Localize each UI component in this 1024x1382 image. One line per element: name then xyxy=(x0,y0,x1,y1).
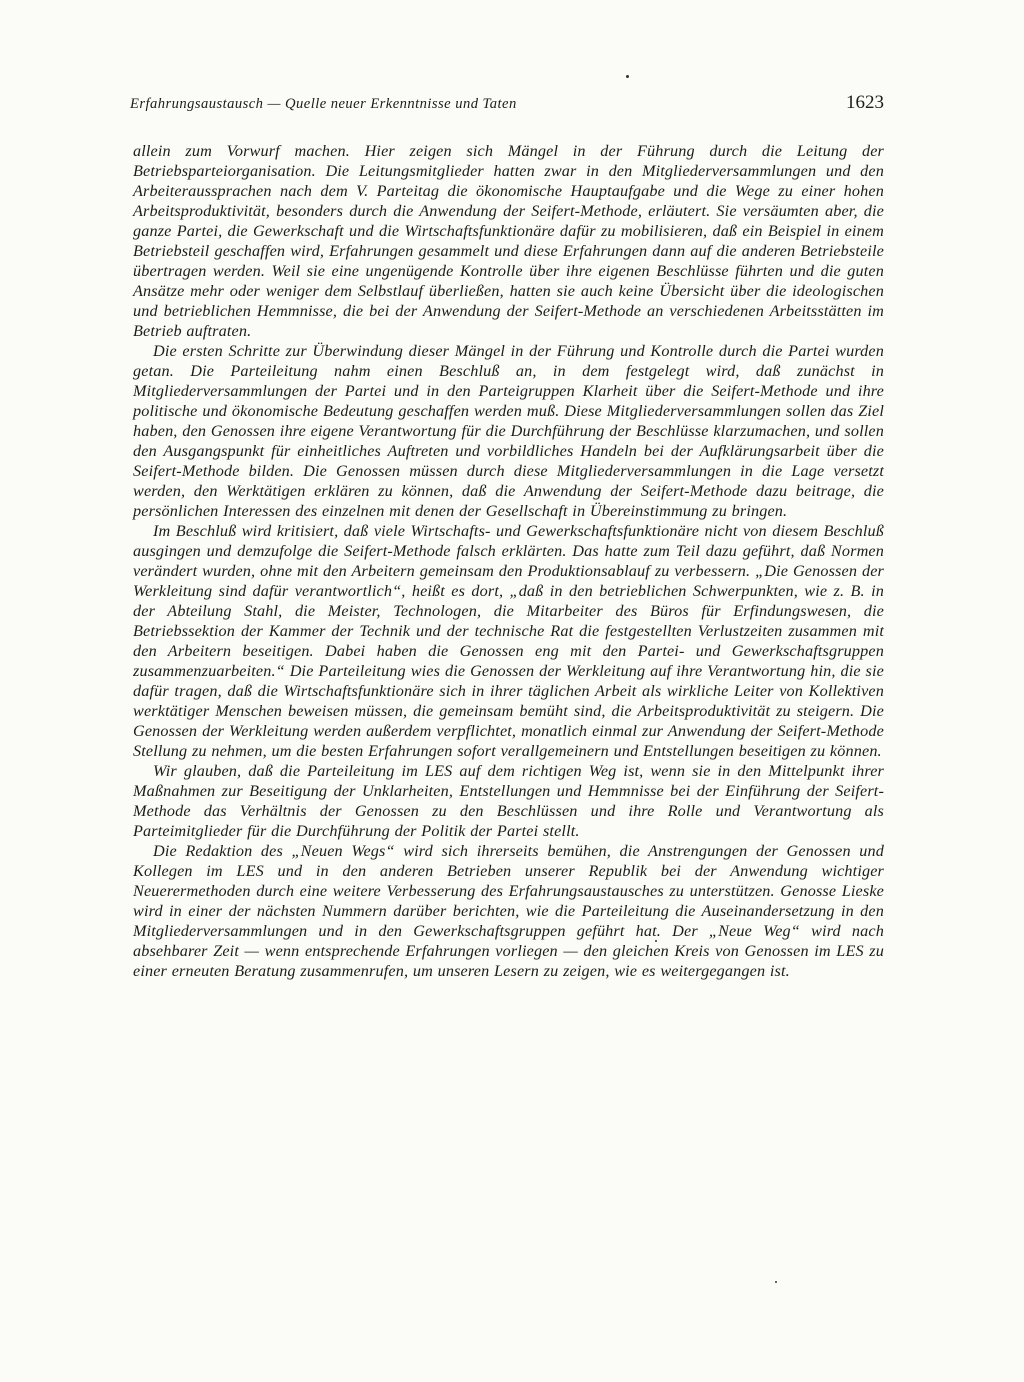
print-speck xyxy=(775,1281,777,1283)
paragraph: allein zum Vorwurf machen. Hier zeigen sich Mängel in der Führung durch die Leitung der Betriebsparteiorganisation. Die Leitungsmitglieder hatten zwar in den Mitgliederversammlungen und den Arbeiteraussprachen nach dem V. Parteitag die ökonomische Hauptaufgabe und die Wege zu einer hohen Arbeitsproduktivität, besonders durch die Anwendung der Seifert-Methode, erläutert. Sie versäumten aber, die ganze Partei, die Gewerkschaft und die Wirtschaftsfunktionäre dafür zu mobilisieren, daß ein Beispiel in einem Betriebsteil geschaffen wird, Erfahrungen gesammelt und diese Erfahrungen dann auf die anderen Betriebsteile übertragen werden. Weil sie eine ungenügende Kontrolle über ihre eigenen Beschlüsse führten und die guten Ansätze mehr oder weniger dem Selbstlauf überließen, hatten sie auch keine Übersicht über die ideologischen und betrieblichen Hemmnisse, die bei der Anwendung der Seifert-Methode an verschiedenen Arbeitsstätten im Betrieb auftraten. xyxy=(133,142,884,340)
running-head: Erfahrungsaustausch — Quelle neuer Erkenntnisse und Taten xyxy=(130,96,517,112)
paragraph: Im Beschluß wird kritisiert, daß viele Wirtschafts- und Gewerkschaftsfunktionäre nicht von diesem Beschluß ausgingen und demzufolge die Seifert-Methode falsch erklärten. Das hatte zum Teil dazu geführt, daß Normen verändert wurden, ohne mit den Arbeitern gemeinsam den Produktionsablauf zu verbessern. „Die Genossen der Werkleitung sind dafür verantwortlich“, heißt es dort, „daß in den betrieblichen Schwerpunkten, wie z. B. in der Abteilung Stahl, die Meister, Technologen, die Mitarbeiter des Büros für Erfindungswesen, die Betriebssektion der Kammer der Technik und der technische Rat die festgestellten Verlustzeiten zusammen mit den Arbeitern beseitigen. Dabei haben die Genossen eng mit den Partei- und Gewerkschaftsgruppen zusammenzuarbeiten.“ Die Parteileitung wies die Genossen der Werkleitung auf ihre Verantwortung hin, die sie dafür tragen, daß die Wirtschaftsfunktionäre sich in ihrer täglichen Arbeit als wirkliche Leiter von Kollektiven werktätiger Menschen beweisen müssen, die gemeinsam bemüht sind, die Arbeitsproduktivität zu steigern. Die Genossen der Werkleitung werden außerdem verpflichtet, monatlich einmal zur Anwendung der Seifert-Methode Stellung zu nehmen, um die besten Erfahrungen sofort verallgemeinern und Entstellungen beseitigen zu können. xyxy=(133,522,884,760)
print-speck xyxy=(626,75,629,78)
article-body xyxy=(133,141,884,981)
paragraph: Die Redaktion des „Neuen Wegs“ wird sich ihrerseits bemühen, die Anstrengungen der Genossen und Kollegen im LES und in den anderen Betrieben unserer Republik bei der Anwendung wichtiger Neuerermethoden durch eine weitere Verbesserung des Erfahrungsaustausches zu unterstützen. Genosse Lieske wird in einer der nächsten Nummern darüber berichten, wie die Parteileitung die Auseinandersetzung in den Mitgliederversammlungen und in den Gewerkschaftsgruppen geführt hat. Der „Neue Weg“ wird nach absehbarer Zeit — wenn entsprechende Erfahrungen vorliegen — den gleichen Kreis von Genossen im LES zu einer erneuten Beratung zusammenrufen, um unseren Lesern zu zeigen, wie es weitergegangen ist. xyxy=(133,842,884,980)
paragraph: Wir glauben, daß die Parteileitung im LES auf dem richtigen Weg ist, wenn sie in den Mittelpunkt ihrer Maßnahmen zur Beseitigung der Unklarheiten, Entstellungen und Hemmnisse bei der Einführung der Seifert-Methode das Verhältnis der Genossen zu den Beschlüssen und ihre Rolle und Verantwortung als Parteimitglieder für die Durchführung der Politik der Partei stellt. xyxy=(133,762,884,840)
paragraph: Die ersten Schritte zur Überwindung dieser Mängel in der Führung und Kontrolle durch die Partei wurden getan. Die Parteileitung nahm einen Beschluß an, in dem festgelegt wird, daß zunächst in Mitgliederversammlungen der Partei und in den Parteigruppen Klarheit über die Seifert-Methode und ihre politische und ökonomische Bedeutung geschaffen werden muß. Diese Mitgliederversammlungen sollen das Ziel haben, den Genossen ihre eigene Verantwortung für die Durchführung der Beschlüsse klarzumachen, und sollen den Ausgangspunkt für einheitliches Auftreten und vorbildliches Handeln bei der Aufklärungsarbeit über die Seifert-Methode bilden. Die Genossen müssen durch diese Mitgliederversammlungen in die Lage versetzt werden, den Werktätigen erklären zu können, daß die Anwendung der Seifert-Methode dazu beitrage, die persönlichen Interessen des einzelnen mit denen der Gesellschaft in Übereinstimmung zu bringen. xyxy=(133,342,884,520)
page-header xyxy=(130,92,884,120)
page-number: 1623 xyxy=(846,92,884,113)
